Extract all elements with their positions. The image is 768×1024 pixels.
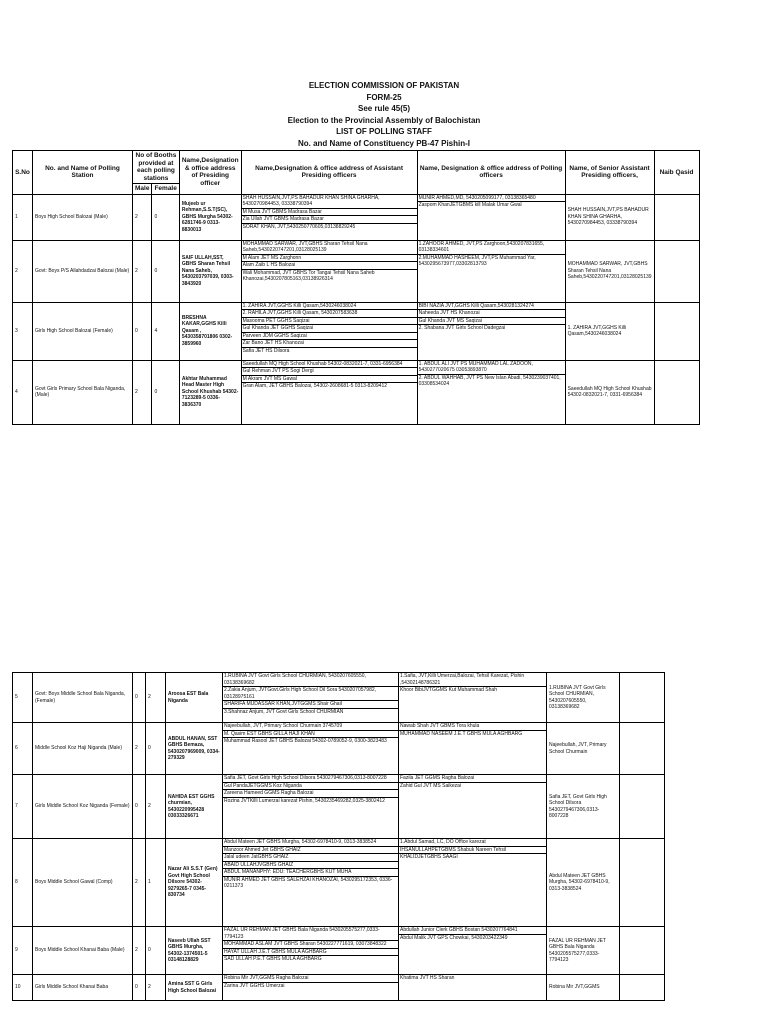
assistant-presiding-officers-entry: 2. RAHILA JVT,GGHS Killi Qasam, 5430207583638: [242, 310, 417, 318]
polling-station-name: Govt Girls Primary School Bala Niganda, (Male): [33, 360, 133, 424]
assistant-presiding-officers: [223, 839, 399, 927]
col-polling: Name, Designation & office address of Polling officers: [417, 151, 565, 195]
presiding-officer: Nazar Ali S.S.T (Gen) Govt High School Dilsore 54302-9279265-7 0345-830734: [166, 839, 223, 927]
male-booths: 0: [133, 673, 146, 723]
polling-officers: [417, 240, 565, 302]
polling-officers: [399, 839, 547, 927]
female-booths: 4: [152, 302, 179, 360]
col-male: Male: [133, 184, 152, 195]
female-booths: 0: [152, 360, 179, 424]
table-row: [13, 302, 700, 360]
assistant-presiding-officers-entry: Alam Zaib L HS Balozai: [242, 262, 417, 270]
polling-officers-entry: Nawab Shah JVT GBMS Tora khula: [399, 723, 546, 731]
polling-officers: [399, 775, 547, 839]
naib-qasid-cell: [620, 775, 665, 839]
col-station: No. and Name of Polling Station: [33, 151, 133, 195]
form-header: [0, 80, 768, 149]
assistant-presiding-officers-entry: SHAH HUSSAIN,JVT,PS BAHADUR KHAN SHINA GHARHA, 5430270984453, 03338790394: [242, 195, 417, 209]
assistant-presiding-officers-entry: Gul PandaJETGGMS Koz Niganda: [223, 783, 398, 791]
polling-officers-entry: Abdul Malik JVT GPS Chowkai, 5430203422349: [400, 934, 508, 941]
polling-officers-entry: Fazila JET GGMS Ragha Balozai: [399, 775, 546, 783]
assistant-presiding-officers-entry: M. Qasim EST GBHS GILLA HAJI KHAN: [223, 731, 398, 739]
polling-staff-table-page1: [12, 150, 700, 425]
assistant-presiding-officers: [223, 927, 399, 975]
polling-station-name: Boys Middle School Gawal (Comp): [33, 839, 133, 927]
polling-station-name: Govt: Boys P/S Allahdadzai Balozai (Male): [33, 240, 133, 302]
assistant-presiding-officers-entry: Saeedullah MQ High School Khushab 54302-0832021-7, 0331-6956384: [242, 361, 417, 369]
table-row: [13, 194, 700, 240]
assistant-presiding-officers: [241, 302, 417, 360]
assistant-presiding-officers-entry: Muhammad Rasool JET GBHS Balozai 54302-0789052-9, 0300-3823483: [224, 738, 387, 744]
table-row: [13, 775, 665, 839]
presiding-officer: Aroosa EST Bala Niganda: [166, 673, 223, 723]
assistant-presiding-officers-entry: Zia Ullah JVT GBMS Madrasa Bazar: [242, 216, 417, 224]
presiding-officer: Mujeeb ur Rehman,S.S.T(SC), GBHS Murgha 54302-6281746-9 0313-8830013: [179, 194, 241, 240]
male-booths: 2: [133, 839, 146, 927]
serial-number: 2: [13, 240, 33, 302]
assistant-presiding-officers-entry: 3.Shahnaz Anjum, JVT Govt Girls School CHURMIAN: [224, 708, 344, 715]
presiding-officer: BRESHNA KAKAR,GGHS Killi Qasam , 5430358701806 0302-3859960: [179, 302, 241, 360]
assistant-presiding-officers: [241, 240, 417, 302]
col-naib: Naib Qasid: [654, 151, 699, 195]
assistant-presiding-officers-entry: Zar Bano JET HS Khanozai: [242, 340, 417, 348]
senior-assistant-presiding-officer: Safia JET, Govt Girls High School Dilsora 5430279467306,0313-8007228: [547, 775, 620, 839]
presiding-officer: Akhtar Muhammad Head Master High School Khushab 54302-7123289-5 0336-3836370: [179, 360, 241, 424]
senior-assistant-presiding-officer: SHAH HUSSAIN,JVT,PS BAHADUR KHAN SHINA GHARHA, 5430270984453, 03338790394: [565, 194, 654, 240]
serial-number: 9: [13, 927, 33, 975]
senior-assistant-presiding-officer: 1.RUBINA JVT Govt Girls School CHURMIAN, 5430207605550, 03138369682: [547, 673, 620, 723]
polling-officers-entry: MUNIR AHMED,MD, 5430205099177, 03138365480: [418, 195, 565, 203]
table-row: [13, 360, 700, 424]
assistant-presiding-officers-entry: 1. ZAHIRA JVT,GGHS Killi Qasam,5430246038024: [242, 303, 417, 311]
assistant-presiding-officers-entry: Jalal udeen JatGBHS GHAIZ: [223, 854, 398, 862]
assistant-presiding-officers-entry: SORAT KHAN, JVT,5430250770605,03138829245: [242, 223, 356, 230]
assistant-presiding-officers-entry: ABAID ULLAHJVGBHS GHAIZ: [223, 862, 398, 870]
polling-officers: [417, 360, 565, 424]
female-booths: 0: [152, 194, 179, 240]
serial-number: 1: [13, 194, 33, 240]
female-booths: 0: [152, 240, 179, 302]
male-booths: 0: [133, 775, 146, 839]
assistant-presiding-officers: [241, 360, 417, 424]
assistant-presiding-officers-entry: Robina Mir JVT,GGMS Ragha Balozai: [223, 975, 398, 983]
polling-officers: [417, 302, 565, 360]
assistant-presiding-officers-entry: Najeebullah, JVT, Primary School Churmain 3745709: [223, 723, 398, 731]
male-booths: 2: [133, 360, 152, 424]
polling-station-name: Girls Middle School Khanai Baba: [33, 975, 133, 1001]
polling-station-name: Govt: Boys Middle School Bala Niganda, (Female): [33, 673, 133, 723]
polling-station-name: Girls Middle School Koz Niganda (Female): [33, 775, 133, 839]
senior-assistant-presiding-officer: Abdul Mateen JET GBHS Murgha, 54302-6978410-9, 0313-3838524: [547, 839, 620, 927]
assistant-presiding-officers-entry: Zarina JVT GGHS Umerzai: [224, 982, 285, 989]
assistant-presiding-officers-entry: M Alam JET MS Zarghonn: [242, 255, 417, 263]
table-row: [13, 975, 665, 1001]
assistant-presiding-officers-entry: Wali Mohammad, JVT GBHS Tor Tangai Tehsil Nana Saheb Khanozai,5430207805163,03138926314: [242, 269, 375, 282]
assistant-presiding-officers: [241, 194, 417, 240]
polling-officers: [399, 673, 547, 723]
polling-officers-entry: Khoor BibiJVTGGMS Kut Muhammad Shah: [400, 687, 497, 693]
assistant-presiding-officers-entry: SAD ULLAH P.E.T GBHS MULA AGHBARG: [224, 956, 322, 962]
polling-officers-entry: 1.Abdul Samad, LC, DO Office karezat: [399, 839, 546, 847]
constituency-title: No. and Name of Constituency PB-47 Pishin-I: [297, 138, 471, 148]
form-number: FORM-25: [366, 92, 402, 102]
table-row: [13, 839, 665, 927]
polling-officers-entry: KHALIDJETGBHS SAAGI: [400, 854, 458, 860]
female-booths: 2: [146, 975, 166, 1001]
rule-reference: See rule 45(5): [357, 104, 411, 113]
assistant-presiding-officers-entry: 1.RUBINA JVT Govt Girls School CHURMIAN, 5430207605550, 03138369682: [223, 673, 398, 687]
serial-number: 4: [13, 360, 33, 424]
polling-officers-entry: MUHAMMAD NASEEM J.E.T GBHS MULA AGHBARG: [400, 730, 523, 737]
serial-number: 5: [13, 673, 33, 723]
assistant-presiding-officers-entry: Parveen JDM GGHS Saqizai: [242, 333, 417, 341]
serial-number: 8: [13, 839, 33, 927]
election-title: Election to the Provincial Assembly of Balochistan: [287, 115, 481, 125]
polling-officers-entry: 2.MUHAMMAD HASHEEM, JVT,PS Muhammad Yar, 5430295673977,03302813793: [418, 254, 536, 267]
polling-officers-entry: 1.ZAHOOR AHMED, JVT,PS Zarghoon,5430207831655, 03138334601: [418, 241, 565, 255]
polling-officers-entry: Khatima JVT HS Sharan: [400, 975, 455, 981]
polling-officers-entry: BIBI NAZIA JVT,GGHS Killi Qasam,5430281324274: [418, 303, 565, 311]
polling-officers-entry: 1.Safia, JVT,Killi Umerzai,Balozai, Tehsil Karezat, Pishin ,54302148786321: [399, 673, 546, 687]
female-booths: 1: [146, 839, 166, 927]
presiding-officer: SAIF ULLAH,SST, GBHS Sharan Tehsil Nana Saheb, 5430203797039, 0303-3843920: [179, 240, 241, 302]
naib-qasid-cell: [654, 360, 699, 424]
col-presiding: Name,Designation & office address of Presiding officer: [179, 151, 241, 195]
polling-officers-entry: Naheeda JVT HS Khanozai: [418, 310, 565, 318]
male-booths: 2: [133, 194, 152, 240]
polling-officers-entry: 2. ABDUL WAHHAB, JVT PS New Islan Abadi, 5430239037401, 03308534024: [418, 374, 561, 387]
polling-officers-entry: 1. ABDUL ALI JVT PS MUHAMMAD LAL ZADOON, 5430277020675 03053893870: [418, 361, 565, 375]
assistant-presiding-officers-entry: Gul Khanda JET GGHS Saqizai: [242, 325, 417, 333]
female-booths: 2: [146, 775, 166, 839]
table-row: [13, 240, 700, 302]
senior-assistant-presiding-officer: 1. ZAHIRA JVT,GGHS Killi Qasam,5430246038024: [565, 302, 654, 360]
col-female: Female: [152, 184, 179, 195]
assistant-presiding-officers-entry: HAYAT ULLAH J.E.T GBHS MULA AGHBARG: [223, 949, 398, 957]
polling-officers-entry: IHSANULLAHPETGBMS Shabuk Nareen Tehsil: [399, 847, 546, 855]
polling-officers-entry: Zaspom KhanJETGBMS kill Malak Umar Gwal: [418, 202, 522, 208]
polling-officers-entry: 2. Shabana JVT Girls School Dadegzai: [418, 325, 506, 331]
senior-assistant-presiding-officer: FAZAL UR REHMAN JET GBHS Bala Niganda 5430205575277,0333-7794123: [547, 927, 620, 975]
female-booths: 0: [146, 723, 166, 775]
naib-qasid-cell: [654, 194, 699, 240]
senior-assistant-presiding-officer: MOHAMMAD SARWAR, JVT,GBHS Sharan Tehsil Nana Saheb,5430220747201,03128025139: [565, 240, 654, 302]
table-row: [13, 723, 665, 775]
serial-number: 3: [13, 302, 33, 360]
naib-qasid-cell: [620, 839, 665, 927]
presiding-officer: ABDUL HANAN, SST GBHS Bemaza, 5430207969009, 0334-279329: [166, 723, 223, 775]
polling-officers-entry: Zahid Gul JVT MS Saikezai: [400, 782, 462, 789]
list-title: LIST OF POLLING STAFF: [336, 127, 432, 136]
polling-officers-entry: Gul Khanda JVT MS Saqizai: [418, 318, 565, 326]
naib-qasid-cell: [620, 927, 665, 975]
assistant-presiding-officers-entry: Abdul Mateen JET GBHS Murgha, 54302-6978410-9, 0313-3838524: [223, 839, 398, 847]
serial-number: 6: [13, 723, 33, 775]
polling-officers: [399, 927, 547, 975]
polling-officers: [417, 194, 565, 240]
serial-number: 7: [13, 775, 33, 839]
senior-assistant-presiding-officer: Saeedullah MQ High School Khushab 54302-0832021-7, 0331-6956384: [565, 360, 654, 424]
assistant-presiding-officers-entry: Gran Alam, JET GBHS Balozai, 54302-2608681-5 0313-8209412: [242, 383, 388, 389]
male-booths: 0: [133, 975, 146, 1001]
table-row: [13, 673, 665, 723]
naib-qasid-cell: [620, 723, 665, 775]
commission-title: ELECTION COMMISSION OF PAKISTAN: [308, 81, 460, 90]
naib-qasid-cell: [654, 240, 699, 302]
polling-station-name: Girls High School Balozai (Female): [33, 302, 133, 360]
assistant-presiding-officers-entry: Manzoor Ahmed Jet GBHS GHAIZ: [223, 847, 398, 855]
polling-officers: [399, 975, 547, 1001]
assistant-presiding-officers-entry: Masooma PET GGHS Saqizai: [242, 318, 417, 326]
assistant-presiding-officers: [223, 775, 399, 839]
polling-officers-entry: Abdullah Junior Clerk GBHS Bostan 5430207764841: [399, 927, 546, 935]
assistant-presiding-officers-entry: M Akram JVT MS Gawal: [242, 376, 417, 384]
presiding-officer: NAHIDA EST GGHS churmian, 5430220995428 03033326671: [166, 775, 223, 839]
assistant-presiding-officers-entry: SHARIFA MUDASSAR KHAN,JVTGGMS Shair Ghail: [223, 701, 398, 709]
assistant-presiding-officers-entry: MUNIR AHMED JET GBHS SALEHZAI KHANOZAI, 5430295172353, 0336-0211373: [224, 876, 393, 889]
polling-station-name: Boys High School Balozai (Male): [33, 194, 133, 240]
col-assistant: Name,Designation & office address of Assistant Presiding officers: [241, 151, 417, 195]
assistant-presiding-officers: [223, 723, 399, 775]
assistant-presiding-officers: [223, 975, 399, 1001]
assistant-presiding-officers-entry: Gul Rehman JVT PS Sogi Dergi: [242, 368, 417, 376]
assistant-presiding-officers-entry: Zareena Hameed GGMS Ragha Balozai: [223, 790, 398, 798]
presiding-officer: Naseeb Ullah SST GBHS Murgha, 54302-1374501-5 03148128829: [166, 927, 223, 975]
col-senior: Name, of Senior Assistant Presiding officers,: [565, 151, 654, 195]
senior-assistant-presiding-officer: Robina Mir JVT,GGMS: [547, 975, 620, 1001]
assistant-presiding-officers-entry: M Musa JVT GBMS Madrasa Bazar: [242, 209, 417, 217]
assistant-presiding-officers-entry: 2.Zakia Anjum, JVTGovt.Girls High School Dil Sora 5430207057982, 03128975161: [223, 687, 398, 701]
senior-assistant-presiding-officer: Najeebullah, JVT, Primary School Churmain: [547, 723, 620, 775]
assistant-presiding-officers-entry: FAZAL UR REHMAN JET GBHS Bala Niganda 5430205575277,0333-7794123: [223, 927, 398, 941]
col-booths: No of Booths provided at each polling stations: [133, 151, 180, 184]
assistant-presiding-officers: [223, 673, 399, 723]
female-booths: 2: [146, 673, 166, 723]
naib-qasid-cell: [654, 302, 699, 360]
polling-station-name: Middle School Koz Haji Niganda (Male): [33, 723, 133, 775]
assistant-presiding-officers-entry: Safia JET, Govt Girls High School Dilsora 5430279467306,0313-8007228: [223, 775, 398, 783]
naib-qasid-cell: [620, 673, 665, 723]
male-booths: 2: [133, 723, 146, 775]
polling-station-name: Boys Middle School Khanai Baba (Male): [33, 927, 133, 975]
male-booths: 0: [133, 302, 152, 360]
assistant-presiding-officers-entry: MOHAMMAD SARWAR, JVT,GBHS Sharan Tehsil Nana Saheb,5430220747201,03128025139: [242, 241, 417, 255]
assistant-presiding-officers-entry: ABDUL MANANPHY: EDU: TEACHERGBHS KUT MUHA: [223, 869, 398, 877]
male-booths: 2: [133, 927, 146, 975]
table-row: [13, 927, 665, 975]
serial-number: 10: [13, 975, 33, 1001]
naib-qasid-cell: [620, 975, 665, 1001]
male-booths: 2: [133, 240, 152, 302]
polling-officers: [399, 723, 547, 775]
polling-staff-table-page2: [12, 672, 665, 1001]
presiding-officer: Amina SST G Girls High School Balozai: [166, 975, 223, 1001]
assistant-presiding-officers-entry: Rozina JVTKilli Lumerzai karezat Pishin, 5430235469282,0325-3802412: [224, 797, 385, 804]
assistant-presiding-officers-entry: MOHAMMAD ASLAM JVT GBHS Sharan 5430227771619, 03073848322: [223, 941, 398, 949]
assistant-presiding-officers-entry: Safia JET HS Dilsora: [242, 347, 290, 354]
col-sno: S.No: [13, 151, 33, 195]
female-booths: 0: [146, 927, 166, 975]
